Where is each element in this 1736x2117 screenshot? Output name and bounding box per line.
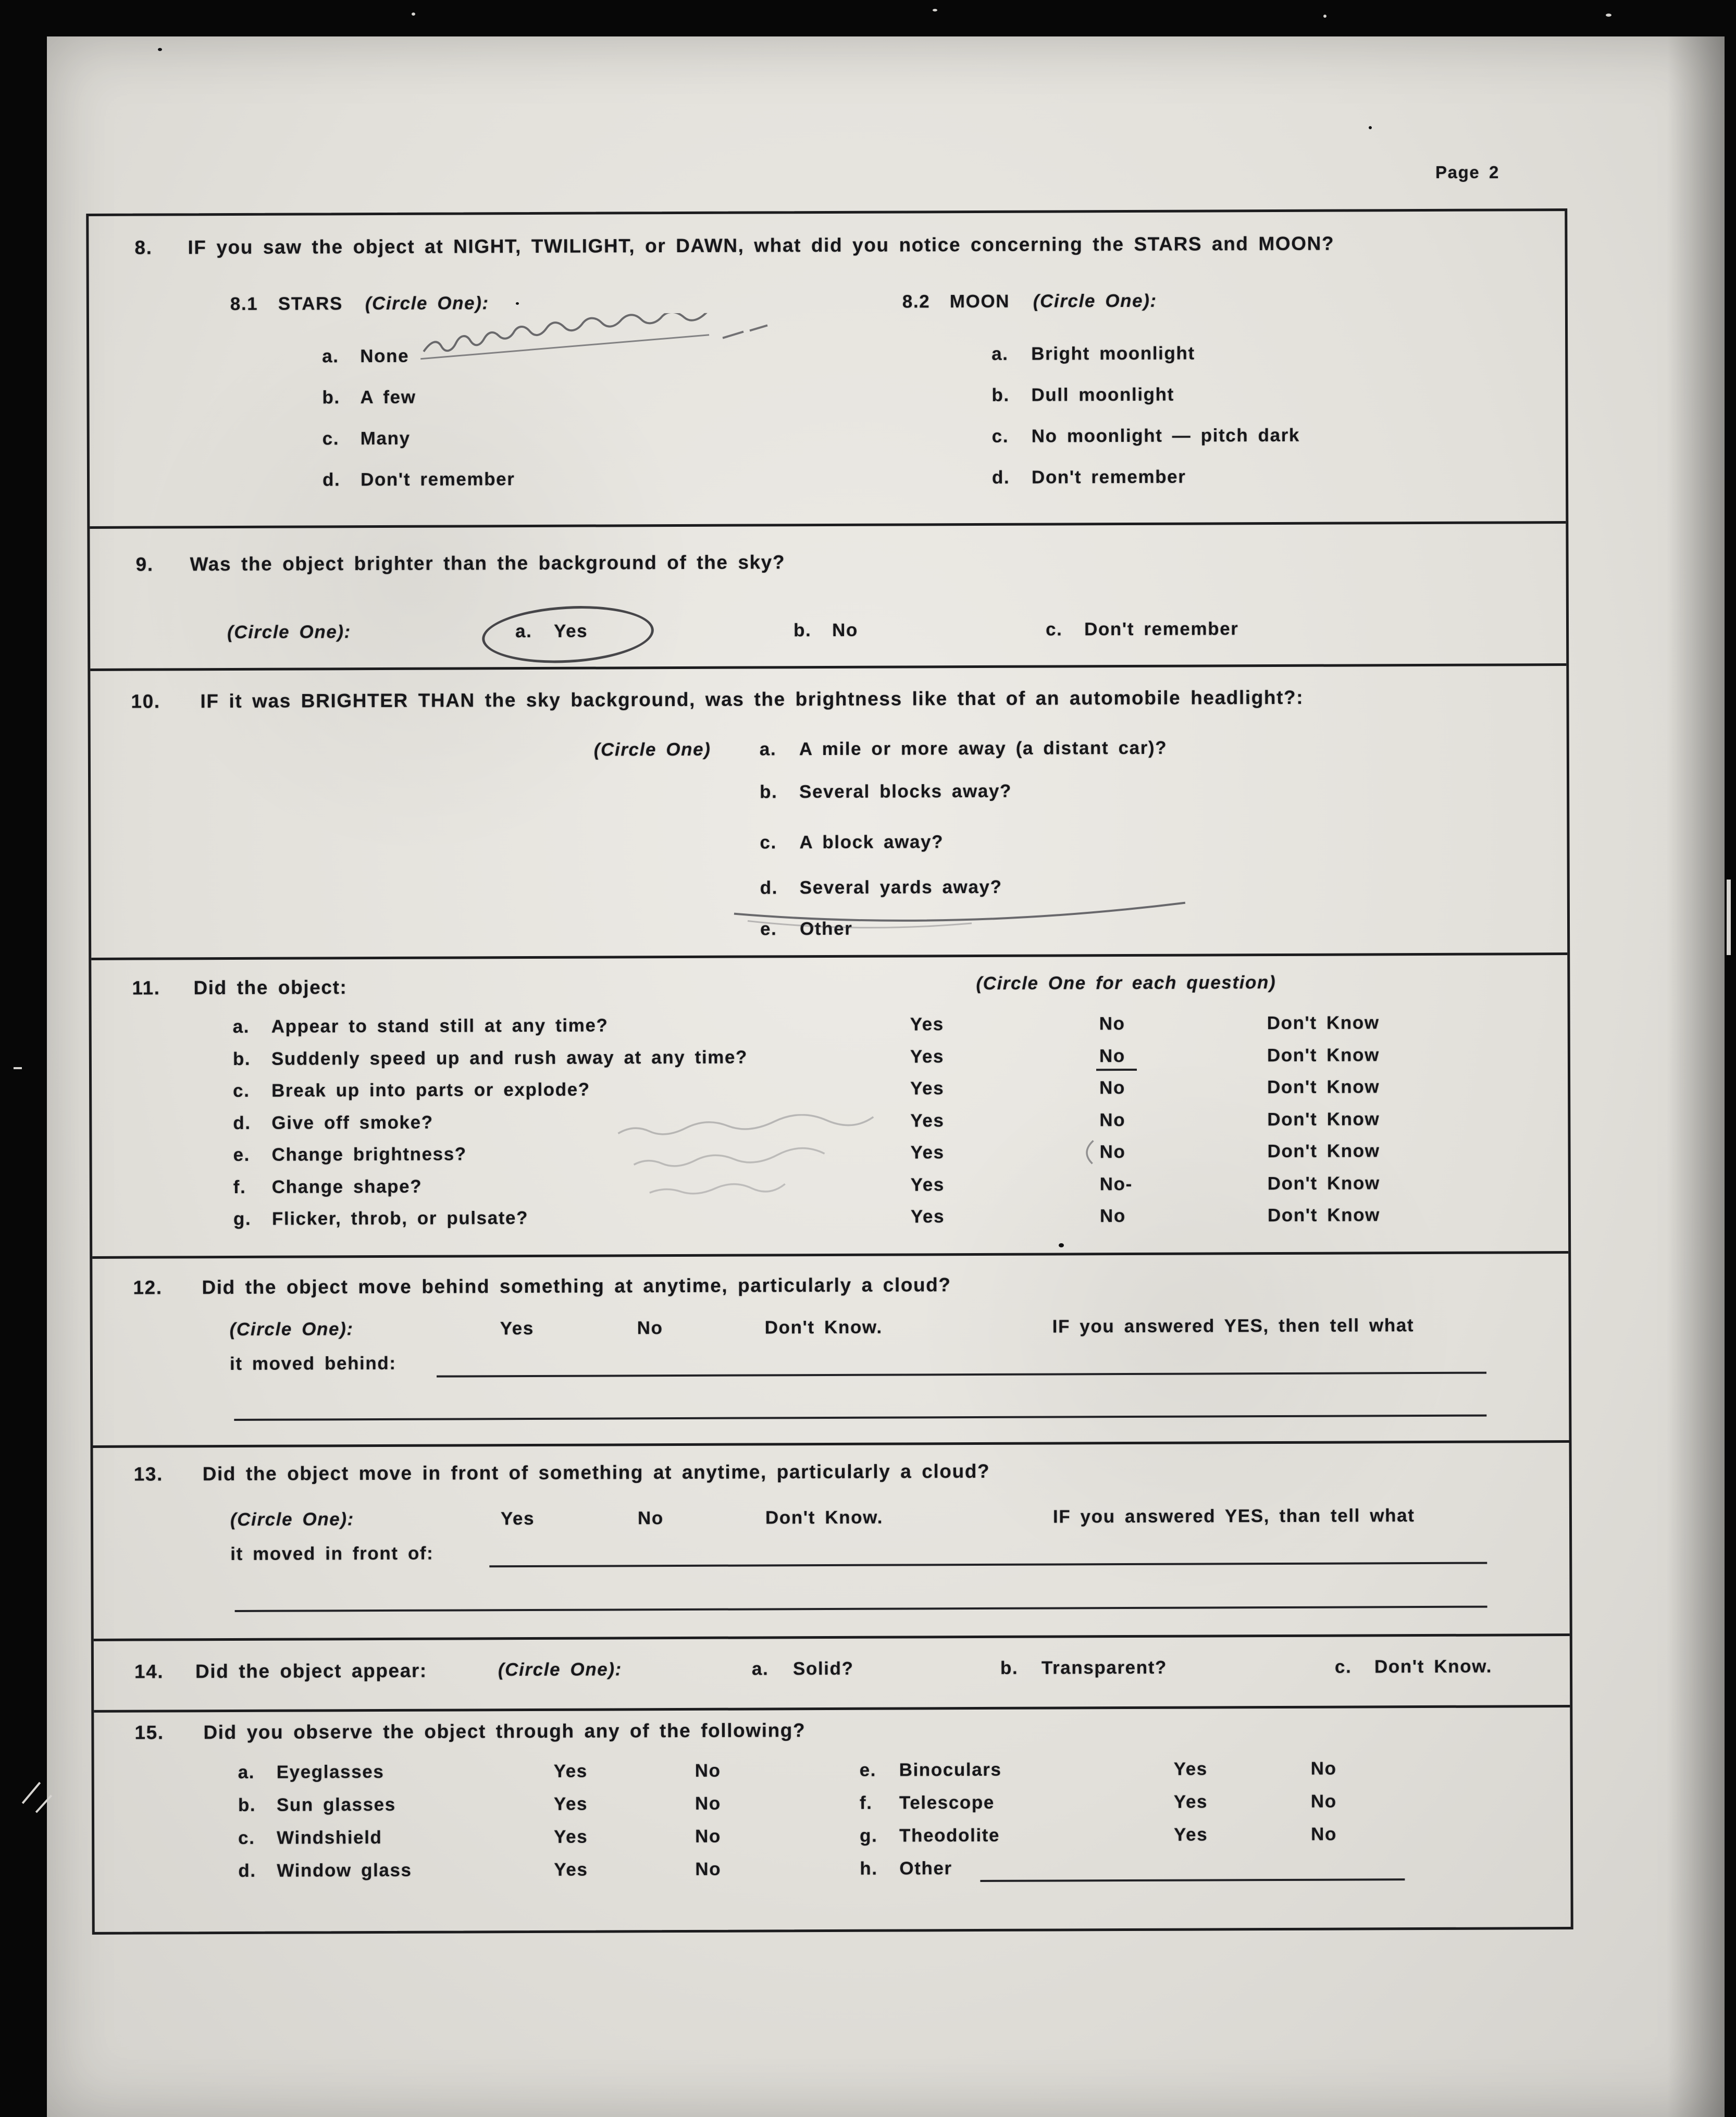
q10-c-letter: c. — [760, 832, 777, 853]
q11-c-no: No — [1099, 1078, 1126, 1098]
q8-moon-c-label: No moonlight — pitch dark — [1031, 425, 1300, 447]
q11-e-no: No — [1099, 1142, 1126, 1162]
q8-moon-d-label: Don't remember — [1031, 466, 1186, 488]
q10-e-letter: e. — [760, 919, 777, 939]
q15-b-no: No — [695, 1793, 721, 1814]
q13-option-no: No — [637, 1508, 664, 1529]
q11-a-letter: a. — [232, 1016, 250, 1037]
q8-stars-a-letter: a. — [322, 346, 339, 367]
q11-c-letter: c. — [233, 1080, 250, 1101]
scan-artifact — [1606, 14, 1611, 17]
q11-f-no: No- — [1099, 1173, 1133, 1195]
q9-c-letter: c. — [1045, 619, 1063, 640]
q9-b-letter: b. — [793, 620, 812, 641]
q15-g-yes: Yes — [1174, 1824, 1208, 1845]
q11-row-b — [92, 1044, 1568, 1069]
q8-number: 8. — [134, 237, 153, 258]
q15-number: 15. — [134, 1722, 164, 1743]
q11-circle-note: (Circle One for each question) — [976, 972, 1276, 994]
questionnaire-form — [86, 208, 1573, 1935]
q15-h-label: Other — [899, 1858, 952, 1879]
q9-a-label: Yes — [553, 621, 588, 641]
q11-g-no: No — [1099, 1206, 1126, 1227]
q11-c-dk: Don't Know — [1267, 1076, 1380, 1098]
q13-number: 13. — [133, 1463, 164, 1485]
q14-question: Did the object appear: — [195, 1660, 427, 1682]
q10-b-label: Several blocks away? — [799, 781, 1012, 802]
q15-f-no: No — [1310, 1791, 1337, 1812]
scan-artifact — [933, 9, 937, 11]
q15-d-letter: d. — [238, 1860, 256, 1881]
q8-moon-a-letter: a. — [991, 343, 1009, 364]
q13-answer-blank-2 — [235, 1606, 1487, 1612]
q12-option-no: No — [637, 1318, 663, 1339]
q15-e-no: No — [1310, 1758, 1337, 1779]
q13-question: Did the object move in front of something at anytime, particularly a cloud? — [202, 1460, 990, 1485]
q11-d-no: No — [1099, 1110, 1126, 1131]
q11-b-letter: b. — [232, 1048, 251, 1069]
q11-e-letter: e. — [233, 1144, 251, 1165]
q15-b-label: Sun glasses — [276, 1794, 396, 1815]
q12-option-dk: Don't Know. — [764, 1317, 883, 1338]
hand-drawn-circle-yes — [480, 602, 655, 667]
q11-f-label: Change shape? — [271, 1176, 423, 1197]
q12-answer-blank-2 — [234, 1415, 1486, 1421]
q8-stars-a-label: None — [360, 345, 410, 367]
q8-moon-a-label: Bright moonlight — [1031, 343, 1195, 364]
q11-b-dk: Don't Know — [1267, 1045, 1380, 1066]
q11-g-dk: Don't Know — [1267, 1205, 1381, 1226]
q11-a-no: No — [1099, 1013, 1125, 1034]
q9-a-letter: a. — [515, 621, 532, 642]
scan-artifact — [14, 1067, 22, 1069]
paper-sheet — [47, 36, 1725, 2117]
section-q14 — [94, 1636, 1570, 1713]
q12-option-yes: Yes — [500, 1318, 534, 1339]
q8-stars-title: STARS — [278, 293, 343, 314]
q11-f-dk: Don't Know — [1267, 1173, 1380, 1194]
q11-d-dk: Don't Know — [1267, 1109, 1380, 1130]
q15-d-label: Window glass — [277, 1860, 412, 1881]
q10-e-label: Other — [799, 918, 853, 939]
q15-row-4 — [94, 1856, 1570, 1881]
q14-a-letter: a. — [751, 1658, 769, 1679]
section-q10 — [90, 666, 1567, 960]
q8-stars-d-letter: d. — [322, 469, 341, 490]
q12-question: Did the object move behind something at anytime, particularly a cloud? — [202, 1274, 951, 1298]
q15-b-letter: b. — [238, 1794, 256, 1815]
q11-row-c — [92, 1076, 1568, 1101]
q12-circle-one: (Circle One): — [229, 1319, 354, 1340]
q15-d-no: No — [695, 1859, 722, 1879]
q14-c-letter: c. — [1334, 1656, 1352, 1677]
hand-drawn-underline-d — [727, 892, 1196, 935]
q9-c-label: Don't remember — [1084, 618, 1239, 640]
q14-a-label: Solid? — [792, 1658, 854, 1679]
q15-a-no: No — [695, 1760, 721, 1781]
q15-a-yes: Yes — [553, 1761, 588, 1781]
q15-question: Did you observe the object through any of the following? — [203, 1719, 806, 1743]
q8-stars-d-label: Don't remember — [360, 469, 515, 490]
q8-moon-b-label: Dull moonlight — [1031, 384, 1174, 405]
q8-stars-b-label: A few — [360, 387, 416, 408]
q13-continuation: it moved in front of: — [230, 1543, 434, 1565]
q9-number: 9. — [135, 553, 154, 575]
q8-moon-title: MOON — [949, 291, 1010, 312]
scan-artifact — [1727, 880, 1731, 955]
q15-h-letter: h. — [860, 1858, 878, 1879]
scan-artifact — [1369, 126, 1372, 129]
section-q15 — [94, 1707, 1570, 1932]
q9-circle-one: (Circle One): — [227, 622, 351, 643]
q11-a-dk: Don't Know — [1267, 1012, 1380, 1034]
q11-e-yes: Yes — [910, 1142, 945, 1163]
q10-a-label: A mile or more away (a distant car)? — [799, 737, 1168, 760]
q14-b-letter: b. — [1000, 1657, 1019, 1678]
q15-c-label: Windshield — [277, 1827, 382, 1848]
q11-g-yes: Yes — [910, 1206, 945, 1227]
q15-e-label: Binoculars — [899, 1759, 1002, 1780]
q12-number: 12. — [133, 1277, 163, 1298]
q15-d-yes: Yes — [554, 1859, 588, 1880]
q14-c-label: Don't Know. — [1374, 1656, 1493, 1677]
q11-a-yes: Yes — [910, 1014, 944, 1035]
q11-d-label: Give off smoke? — [271, 1112, 433, 1133]
handwritten-scribble-annotation — [417, 313, 824, 372]
q11-c-label: Break up into parts or explode? — [271, 1079, 590, 1101]
q15-f-yes: Yes — [1173, 1791, 1208, 1812]
q15-b-yes: Yes — [553, 1793, 588, 1814]
q11-number: 11. — [132, 977, 160, 999]
q8-moon-c-letter: c. — [991, 426, 1009, 447]
scan-artifact — [158, 48, 162, 51]
q15-row-3 — [94, 1823, 1570, 1848]
q11-row-a — [92, 1012, 1568, 1037]
q10-number: 10. — [131, 690, 160, 712]
q15-other-blank — [980, 1878, 1405, 1882]
q13-option-yes: Yes — [500, 1508, 535, 1529]
q11-g-label: Flicker, throb, or pulsate? — [271, 1208, 529, 1229]
q15-row-1 — [94, 1757, 1570, 1782]
q10-d-label: Several yards away? — [799, 876, 1002, 898]
q11-b-label: Suddenly speed up and rush away at any time? — [271, 1047, 748, 1069]
q13-conditional: IF you answered YES, than tell what — [1052, 1505, 1415, 1527]
q10-a-letter: a. — [759, 739, 777, 760]
q13-answer-blank — [489, 1562, 1487, 1568]
q8-stars-number: 8.1 — [230, 293, 258, 315]
section-q13 — [93, 1443, 1570, 1641]
q15-c-no: No — [695, 1826, 722, 1847]
q8-moon-number: 8.2 — [902, 291, 931, 312]
q15-row-2 — [94, 1790, 1570, 1815]
section-q12 — [92, 1254, 1569, 1448]
q9-question: Was the object brighter than the background of the sky? — [190, 551, 786, 575]
q15-e-yes: Yes — [1173, 1759, 1208, 1779]
q11-d-yes: Yes — [910, 1110, 945, 1131]
q15-g-label: Theodolite — [899, 1825, 1000, 1846]
scan-artifact — [22, 1782, 41, 1804]
q8-moon-b-letter: b. — [991, 385, 1010, 405]
q10-c-label: A block away? — [799, 832, 944, 853]
q14-b-label: Transparent? — [1041, 1657, 1168, 1678]
q10-question: IF it was BRIGHTER THAN the sky background, was the brightness like that of an automobile headlight?: — [200, 686, 1304, 712]
q11-f-letter: f. — [233, 1177, 246, 1197]
q10-b-letter: b. — [760, 782, 778, 802]
q8-stars-c-letter: c. — [322, 428, 340, 449]
q11-b-no: No — [1099, 1046, 1125, 1067]
section-q11 — [91, 955, 1568, 1259]
q10-circle-one: (Circle One) — [593, 739, 711, 760]
q12-continuation: it moved behind: — [229, 1353, 396, 1375]
q8-question: IF you saw the object at NIGHT, TWILIGHT, or DAWN, what did you notice concerning the STARS and MOON? — [188, 232, 1335, 258]
q11-question: Did the object: — [193, 976, 348, 999]
hand-drawn-paren-mark — [1075, 1137, 1098, 1167]
q10-d-letter: d. — [760, 877, 778, 898]
section-q9 — [90, 524, 1566, 671]
q15-c-yes: Yes — [554, 1826, 588, 1847]
q11-e-label: Change brightness? — [271, 1144, 467, 1165]
section-q8 — [89, 211, 1566, 529]
q8-stars-b-letter: b. — [322, 387, 340, 408]
q8-moon-d-letter: d. — [991, 467, 1010, 488]
q11-a-label: Appear to stand still at any time? — [271, 1015, 609, 1037]
faint-pencil-handwriting — [613, 1113, 957, 1208]
q11-g-letter: g. — [233, 1208, 252, 1229]
q11-row-d — [92, 1108, 1568, 1133]
q8-moon-circle-one: (Circle One): — [1033, 290, 1157, 312]
q11-d-letter: d. — [233, 1112, 251, 1133]
q11-c-yes: Yes — [910, 1078, 945, 1099]
q15-f-label: Telescope — [899, 1792, 995, 1813]
scan-artifact — [1059, 1243, 1064, 1247]
q11-e-dk: Don't Know — [1267, 1141, 1380, 1162]
q8-stars-circle-one: (Circle One): — [365, 293, 489, 314]
q12-answer-blank — [437, 1372, 1486, 1378]
q9-b-label: No — [832, 620, 858, 640]
q13-circle-one: (Circle One): — [230, 1509, 354, 1530]
hand-drawn-underline-no — [1096, 1069, 1137, 1071]
scan-artifact — [1323, 15, 1326, 18]
q15-g-letter: g. — [860, 1825, 878, 1846]
q15-g-no: No — [1311, 1824, 1337, 1844]
q14-number: 14. — [134, 1661, 164, 1682]
q15-c-letter: c. — [238, 1827, 255, 1848]
q13-option-dk: Don't Know. — [765, 1507, 884, 1528]
q15-a-letter: a. — [238, 1762, 255, 1782]
q11-f-yes: Yes — [910, 1174, 945, 1195]
q12-conditional: IF you answered YES, then tell what — [1052, 1315, 1415, 1337]
q15-a-label: Eyeglasses — [276, 1761, 385, 1782]
q15-e-letter: e. — [859, 1760, 877, 1780]
page-number: Page 2 — [1435, 163, 1499, 182]
q11-b-yes: Yes — [910, 1046, 945, 1067]
q8-stars-c-label: Many — [360, 428, 411, 449]
scan-artifact — [412, 13, 415, 16]
q15-f-letter: f. — [859, 1792, 873, 1813]
q14-circle-one: (Circle One): — [498, 1659, 622, 1680]
scan-artifact — [516, 302, 519, 305]
